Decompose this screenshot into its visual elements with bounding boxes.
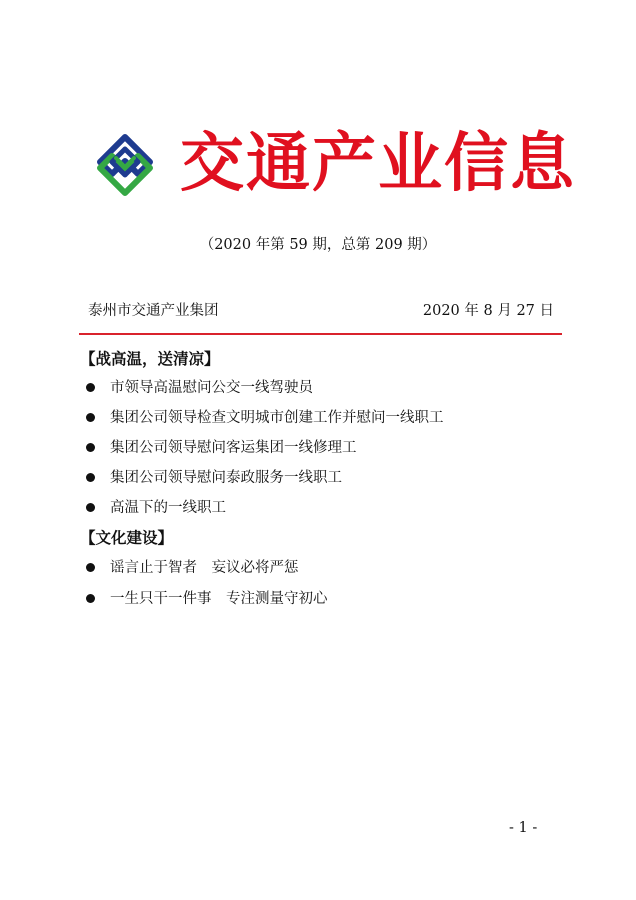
bullet-icon <box>86 383 95 392</box>
toc-item[interactable] <box>86 438 357 458</box>
toc-item[interactable] <box>86 468 342 488</box>
publication-date: 2020 年 8 月 27 日 <box>422 303 554 319</box>
bullet-icon <box>86 443 95 452</box>
bullet-icon <box>86 503 95 512</box>
issue-number: （2020 年第 59 期，总第 209 期） <box>199 237 437 253</box>
toc-item[interactable] <box>86 498 226 518</box>
masthead-title: 交通产业信息 <box>180 126 576 201</box>
bullet-icon <box>86 594 95 603</box>
toc-item-label: 谣言止于智者 妄议必将严惩 <box>110 560 299 576</box>
section-title-high-temperature: 【战高温，送清凉】 <box>80 349 220 368</box>
interlocking-knot-logo-icon <box>92 132 158 198</box>
masthead <box>92 126 576 204</box>
toc-item-label: 集团公司领导慰问泰政服务一线职工 <box>110 470 342 486</box>
bullet-icon <box>86 413 95 422</box>
toc-item[interactable] <box>86 408 444 428</box>
bullet-icon <box>86 473 95 482</box>
bullet-icon <box>86 563 95 572</box>
header-divider <box>79 333 562 335</box>
toc-item[interactable] <box>86 558 299 578</box>
toc-item-label: 市领导高温慰问公交一线驾驶员 <box>110 380 313 396</box>
toc-item[interactable] <box>86 589 328 609</box>
toc-item[interactable] <box>86 378 313 398</box>
toc-item-label: 高温下的一线职工 <box>110 500 226 516</box>
toc-item-label: 集团公司领导慰问客运集团一线修理工 <box>110 440 357 456</box>
section-title-culture: 【文化建设】 <box>80 528 174 547</box>
toc-item-label: 一生只干一件事 专注测量守初心 <box>110 591 328 607</box>
publisher-name: 泰州市交通产业集团 <box>88 303 219 319</box>
page-number: - 1 - <box>509 820 538 836</box>
toc-item-label: 集团公司领导检查文明城市创建工作并慰问一线职工 <box>110 410 444 426</box>
